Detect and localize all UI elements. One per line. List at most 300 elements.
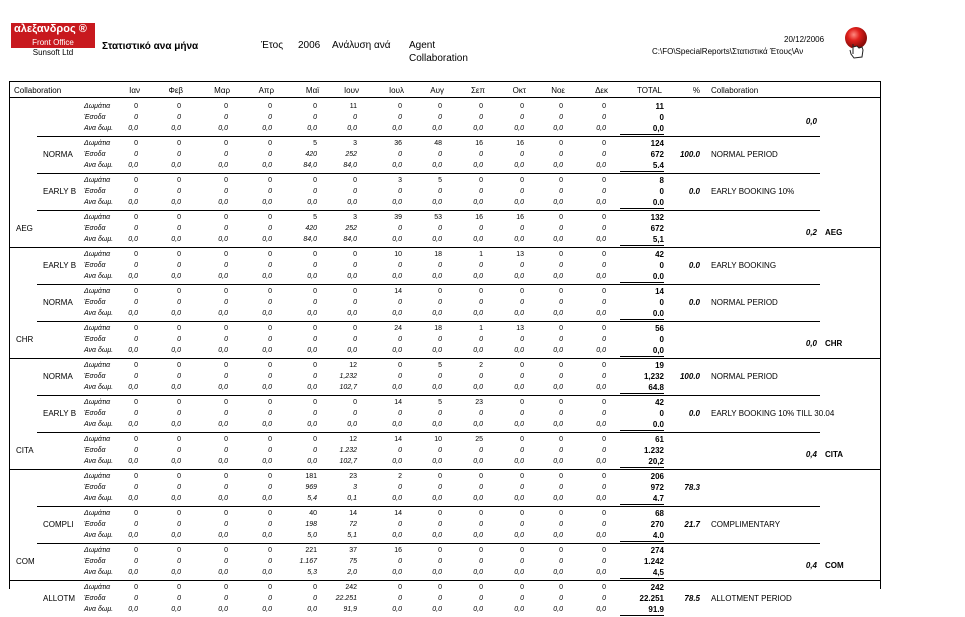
table-cell: 0,0: [262, 384, 272, 391]
table-row: [10, 138, 880, 149]
table-cell: 0: [134, 595, 138, 602]
table-row: [10, 445, 880, 456]
row-label: Δωμάτια: [84, 214, 111, 221]
table-cell: 0,0: [432, 273, 442, 280]
table-cell: 36: [394, 140, 402, 147]
row-label: Δωμάτια: [84, 473, 111, 480]
agent-name: AEG: [16, 224, 33, 233]
group-divider: [10, 580, 880, 581]
table-cell: 0: [134, 288, 138, 295]
table-row: [10, 271, 880, 282]
table-cell: 0: [224, 484, 228, 491]
table-cell: 10: [434, 436, 442, 443]
table-cell: 0: [438, 547, 442, 554]
agent-label: COM: [825, 561, 844, 570]
table-cell: 0,0: [307, 384, 317, 391]
table-cell: 102,7: [339, 384, 357, 391]
table-cell: 0: [559, 103, 563, 110]
table-cell: 0: [177, 299, 181, 306]
table-cell: 0: [134, 436, 138, 443]
agent-name: COM: [16, 557, 35, 566]
table-cell: 53: [434, 214, 442, 221]
table-cell: 0,0: [473, 236, 483, 243]
total-cell: 5.4: [620, 160, 664, 172]
total-cell: 206: [650, 472, 664, 481]
table-cell: 0,0: [171, 273, 181, 280]
table-cell: 0,0: [514, 532, 524, 539]
table-cell: 0: [268, 410, 272, 417]
table-cell: 0: [520, 362, 524, 369]
row-label: Ανα δωμ.: [84, 125, 114, 132]
table-cell: 0,0: [171, 458, 181, 465]
table-cell: 0: [313, 262, 317, 269]
table-cell: 0: [313, 188, 317, 195]
table-cell: 0: [602, 521, 606, 528]
table-cell: 0: [559, 225, 563, 232]
table-cell: 0: [602, 410, 606, 417]
row-label: Ανα δωμ.: [84, 273, 114, 280]
table-cell: 10: [394, 251, 402, 258]
table-cell: 0: [268, 447, 272, 454]
table-cell: 0: [398, 362, 402, 369]
table-cell: 0: [602, 473, 606, 480]
table-cell: 84,0: [303, 162, 317, 169]
table-cell: 0: [520, 410, 524, 417]
table-cell: 3: [353, 484, 357, 491]
total-cell: 4.7: [620, 493, 664, 505]
table-cell: 11: [349, 103, 357, 110]
table-cell: 0: [268, 558, 272, 565]
table-cell: 0: [602, 262, 606, 269]
row-label: Δωμάτια: [84, 325, 111, 332]
table-cell: 0,0: [473, 199, 483, 206]
table-cell: 0,0: [128, 273, 138, 280]
row-label: Έσοδα: [84, 447, 106, 454]
row-label: Ανα δωμ.: [84, 532, 114, 539]
table-row: [10, 419, 880, 430]
table-cell: 0: [177, 177, 181, 184]
table-cell: 0: [559, 436, 563, 443]
row-label: Έσοδα: [84, 299, 106, 306]
table-cell: 0: [224, 288, 228, 295]
table-cell: 0: [177, 103, 181, 110]
total-cell: 20,2: [620, 456, 664, 468]
table-cell: 0,0: [262, 569, 272, 576]
table-cell: 0,0: [514, 310, 524, 317]
row-label: Έσοδα: [84, 410, 106, 417]
agent-group: [10, 433, 880, 469]
table-cell: 37: [349, 547, 357, 554]
table-cell: 0,0: [218, 606, 228, 613]
row-label: Έσοδα: [84, 114, 106, 121]
table-cell: 0: [268, 151, 272, 158]
table-row: [10, 471, 880, 482]
table-cell: 0,0: [392, 347, 402, 354]
table-cell: 0,0: [596, 532, 606, 539]
table-cell: 0: [268, 262, 272, 269]
table-row: [10, 567, 880, 578]
table-cell: 0: [602, 225, 606, 232]
total-cell: 4,5: [620, 567, 664, 579]
total-cell: 1.232: [643, 446, 664, 455]
row-label: Δωμάτια: [84, 251, 111, 258]
table-cell: 0: [602, 399, 606, 406]
table-cell: 0: [602, 436, 606, 443]
table-cell: 0: [134, 510, 138, 517]
row-label: Δωμάτια: [84, 177, 111, 184]
table-cell: 0: [438, 188, 442, 195]
table-cell: 0: [520, 299, 524, 306]
table-cell: 0: [224, 177, 228, 184]
table-row: [10, 482, 880, 493]
table-cell: 12: [349, 436, 357, 443]
table-cell: 84,0: [343, 162, 357, 169]
table-cell: 2,0: [347, 569, 357, 576]
table-cell: 14: [349, 510, 357, 517]
table-cell: 0: [224, 410, 228, 417]
total-cell: 1,232: [643, 372, 664, 381]
table-cell: 0: [353, 410, 357, 417]
row-label: Ανα δωμ.: [84, 421, 114, 428]
row-label: Ανα δωμ.: [84, 310, 114, 317]
table-cell: 0,0: [392, 273, 402, 280]
table-cell: 0: [268, 362, 272, 369]
table-cell: 0: [559, 510, 563, 517]
collaboration-group: [10, 359, 880, 395]
total-cell: 270: [650, 520, 664, 529]
table-row: [10, 112, 880, 123]
table-cell: 0: [559, 547, 563, 554]
table-cell: 0: [602, 595, 606, 602]
table-cell: 0: [313, 595, 317, 602]
row-label: Έσοδα: [84, 262, 106, 269]
table-cell: 0: [559, 299, 563, 306]
total-cell: 42: [655, 250, 664, 259]
table-cell: 0,0: [307, 606, 317, 613]
table-cell: 0: [602, 251, 606, 258]
table-cell: 0,0: [392, 532, 402, 539]
table-cell: 0: [602, 325, 606, 332]
year-value: 2006: [298, 40, 321, 51]
table-cell: 181: [305, 473, 317, 480]
group-divider: [10, 469, 880, 470]
table-cell: 23: [475, 399, 483, 406]
table-cell: 0: [353, 262, 357, 269]
table-cell: 0,0: [347, 273, 357, 280]
table-cell: 16: [516, 140, 524, 147]
report-title: Στατιστικό ανα μήνα: [102, 41, 199, 52]
table-cell: 0: [177, 251, 181, 258]
table-cell: 0,0: [392, 495, 402, 502]
subgroup-divider: [37, 543, 820, 544]
total-cell: 4.0: [620, 530, 664, 542]
collaboration-pct: 100.0: [679, 150, 700, 159]
table-cell: 0: [224, 595, 228, 602]
table-cell: 0,0: [171, 495, 181, 502]
table-cell: 0: [313, 114, 317, 121]
table-cell: 13: [516, 325, 524, 332]
table-cell: 0: [602, 114, 606, 121]
collaboration-label: EARLY BOOKING 10%: [711, 187, 795, 196]
collaboration-pct: 0.0: [688, 409, 700, 418]
table-cell: 0: [602, 584, 606, 591]
table-cell: 0: [177, 510, 181, 517]
table-cell: 0: [177, 336, 181, 343]
table-cell: 0: [177, 473, 181, 480]
table-cell: 0: [313, 399, 317, 406]
table-cell: 12: [349, 362, 357, 369]
table-cell: 0,0: [514, 347, 524, 354]
table-cell: 0,0: [128, 458, 138, 465]
table-cell: 0: [177, 410, 181, 417]
table-row: [10, 249, 880, 260]
table-row: [10, 175, 880, 186]
table-cell: 0: [313, 325, 317, 332]
table-row: [10, 545, 880, 556]
subgroup-divider: [37, 284, 820, 285]
table-cell: 39: [394, 214, 402, 221]
table-cell: 0,0: [514, 495, 524, 502]
table-cell: 0: [224, 510, 228, 517]
collaboration-name: NORMA: [43, 372, 73, 381]
table-cell: 0: [398, 151, 402, 158]
collaboration-label: ALLOTMENT PERIOD: [711, 594, 792, 603]
table-cell: 0,0: [432, 347, 442, 354]
table-cell: 0: [398, 262, 402, 269]
table-cell: 0,0: [432, 384, 442, 391]
table-cell: 0: [602, 188, 606, 195]
agent-label: AEG: [825, 228, 843, 237]
table-cell: 0: [559, 447, 563, 454]
table-cell: 102,7: [339, 458, 357, 465]
table-cell: 0,0: [262, 421, 272, 428]
table-cell: 5,4: [307, 495, 317, 502]
table-cell: 0: [520, 177, 524, 184]
table-cell: 221: [305, 547, 317, 554]
exit-button[interactable]: [842, 26, 872, 60]
table-cell: 0,0: [392, 162, 402, 169]
table-cell: 0,0: [596, 458, 606, 465]
table-row: [10, 234, 880, 245]
table-cell: 0: [520, 103, 524, 110]
table-cell: 0: [398, 114, 402, 121]
table-cell: 0,0: [218, 236, 228, 243]
table-cell: 0: [177, 521, 181, 528]
table-cell: 0: [520, 484, 524, 491]
table-cell: 0,0: [473, 606, 483, 613]
table-cell: 0: [224, 436, 228, 443]
table-cell: 0,0: [262, 458, 272, 465]
table-cell: 0: [479, 447, 483, 454]
table-cell: 0,0: [596, 569, 606, 576]
table-cell: 0,0: [392, 569, 402, 576]
table-cell: 0: [313, 410, 317, 417]
table-cell: 0: [353, 299, 357, 306]
table-cell: 0,0: [392, 125, 402, 132]
table-cell: 0: [520, 558, 524, 565]
table-row: [10, 397, 880, 408]
total-cell: 1.242: [643, 557, 664, 566]
table-row: [10, 434, 880, 445]
subgroup-divider: [37, 432, 820, 433]
collaboration-group: [10, 581, 880, 617]
table-cell: 0: [177, 214, 181, 221]
col-header-month: Μαρ: [214, 86, 230, 95]
col-header-month: Δεκ: [595, 86, 608, 95]
table-cell: 0: [268, 325, 272, 332]
table-cell: 0: [134, 558, 138, 565]
table-cell: 0,0: [392, 606, 402, 613]
table-cell: 0,0: [392, 236, 402, 243]
table-cell: 0: [438, 595, 442, 602]
table-cell: 0,0: [553, 421, 563, 428]
table-cell: 0: [559, 214, 563, 221]
total-cell: 0.0: [620, 197, 664, 209]
collaboration-pct: 78.5: [684, 594, 700, 603]
summary-group: [10, 100, 880, 136]
table-cell: 0,0: [514, 421, 524, 428]
table-cell: 0,0: [262, 532, 272, 539]
table-cell: 0: [559, 484, 563, 491]
table-row: [10, 197, 880, 208]
table-cell: 25: [475, 436, 483, 443]
table-cell: 0: [224, 262, 228, 269]
row-label: Δωμάτια: [84, 547, 111, 554]
table-cell: 0: [559, 262, 563, 269]
table-cell: 0: [520, 595, 524, 602]
table-cell: 0: [479, 510, 483, 517]
col-header-month: Νοε: [551, 86, 565, 95]
total-cell: 91.9: [620, 604, 664, 616]
table-cell: 0: [224, 103, 228, 110]
table-cell: 0: [224, 399, 228, 406]
table-cell: 0: [177, 436, 181, 443]
subgroup-divider: [37, 321, 820, 322]
table-cell: 0: [224, 214, 228, 221]
agent-group: [10, 211, 880, 247]
table-cell: 0: [268, 399, 272, 406]
table-cell: 0,0: [392, 384, 402, 391]
table-cell: 0,0: [514, 162, 524, 169]
agent-pct: 0,2: [805, 228, 817, 237]
table-cell: 0,0: [347, 125, 357, 132]
collaboration-label: NORMAL PERIOD: [711, 150, 778, 159]
table-cell: 0: [520, 373, 524, 380]
col-header-total: TOTAL: [636, 86, 662, 95]
table-cell: 5: [438, 399, 442, 406]
table-cell: 0,0: [432, 606, 442, 613]
table-cell: 0: [559, 362, 563, 369]
table-cell: 0: [224, 188, 228, 195]
table-cell: 0,0: [218, 273, 228, 280]
table-cell: 18: [434, 251, 442, 258]
table-cell: 0: [268, 473, 272, 480]
table-cell: 0,0: [218, 310, 228, 317]
table-cell: 84,0: [343, 236, 357, 243]
table-cell: 0: [438, 484, 442, 491]
table-cell: 0,0: [553, 310, 563, 317]
table-cell: 0: [602, 447, 606, 454]
table-cell: 0: [134, 373, 138, 380]
table-cell: 0: [313, 373, 317, 380]
table-cell: 0: [313, 251, 317, 258]
table-cell: 0: [479, 299, 483, 306]
table-cell: 0: [177, 151, 181, 158]
table-cell: 0: [438, 151, 442, 158]
agent-group: [10, 322, 880, 358]
table-cell: 0: [602, 151, 606, 158]
table-cell: 0: [313, 103, 317, 110]
total-cell: 22.251: [639, 594, 664, 603]
table-cell: 0: [602, 510, 606, 517]
table-cell: 0: [438, 288, 442, 295]
table-cell: 0,0: [128, 421, 138, 428]
table-row: [10, 382, 880, 393]
table-cell: 0: [520, 436, 524, 443]
table-cell: 0: [559, 188, 563, 195]
collaboration-name: COMPLI: [43, 520, 74, 529]
table-cell: 0: [134, 251, 138, 258]
table-cell: 0: [177, 595, 181, 602]
table-cell: 0: [398, 521, 402, 528]
row-label: Ανα δωμ.: [84, 236, 114, 243]
table-cell: 0: [479, 558, 483, 565]
table-cell: 0,0: [596, 310, 606, 317]
table-cell: 0: [398, 584, 402, 591]
table-cell: 5,3: [307, 569, 317, 576]
table-cell: 0: [398, 336, 402, 343]
table-cell: 0: [479, 595, 483, 602]
table-cell: 0,0: [553, 125, 563, 132]
col-header-collaboration-right: Collaboration: [711, 86, 759, 95]
table-cell: 0: [313, 436, 317, 443]
col-header-month: Οκτ: [512, 86, 526, 95]
table-cell: 14: [394, 288, 402, 295]
year-label: Έτος: [261, 40, 284, 51]
subgroup-divider: [37, 136, 820, 137]
table-cell: 0: [398, 447, 402, 454]
table-cell: 0: [313, 362, 317, 369]
collaboration-name: EARLY B: [43, 409, 77, 418]
table-cell: 40: [309, 510, 317, 517]
row-label: Έσοδα: [84, 225, 106, 232]
col-header-month: Ιαν: [129, 86, 140, 95]
table-cell: 0: [134, 103, 138, 110]
table-cell: 0,0: [514, 125, 524, 132]
table-cell: 0: [313, 299, 317, 306]
table-cell: 0: [268, 225, 272, 232]
table-cell: 0: [177, 484, 181, 491]
collaboration-group: [10, 248, 880, 284]
table-cell: 0,0: [473, 310, 483, 317]
table-cell: 0: [134, 399, 138, 406]
table-cell: 16: [475, 140, 483, 147]
table-cell: 0: [224, 547, 228, 554]
table-cell: 0: [134, 584, 138, 591]
table-cell: 0: [398, 558, 402, 565]
table-row: [10, 360, 880, 371]
table-cell: 0,0: [218, 162, 228, 169]
table-cell: 0: [559, 595, 563, 602]
table-cell: 0: [602, 103, 606, 110]
table-cell: 0: [134, 225, 138, 232]
table-cell: 0: [602, 299, 606, 306]
table-cell: 0: [520, 151, 524, 158]
total-cell: 19: [655, 361, 664, 370]
table-row: [10, 160, 880, 171]
table-cell: 0: [177, 188, 181, 195]
table-cell: 0: [479, 484, 483, 491]
